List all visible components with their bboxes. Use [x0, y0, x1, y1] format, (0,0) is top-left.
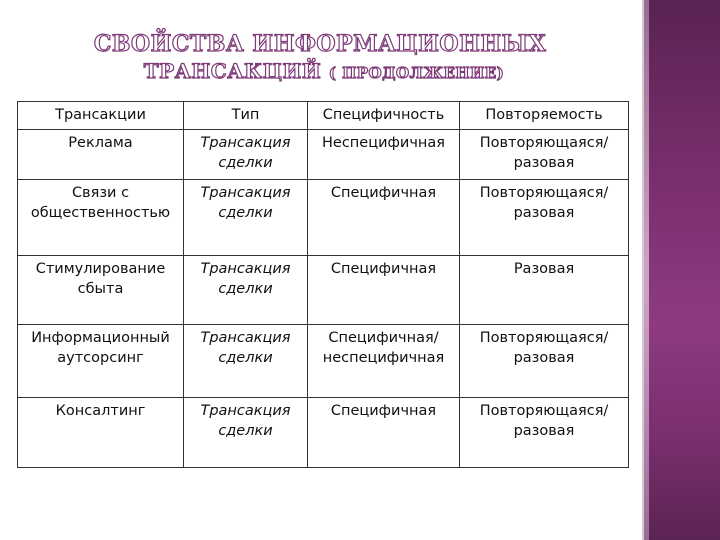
slide-title — [0, 30, 640, 86]
title-line-1: СВОЙСТВА ИНФОРМАЦИОННЫХ — [93, 31, 547, 57]
header-cell-repeatability: Повторяемость — [460, 102, 629, 130]
table-row — [18, 130, 629, 180]
transactions-table — [17, 101, 629, 468]
title-line-2-main: ТРАНСАКЦИЙ — [143, 59, 322, 83]
cell-type: Трансакция сделки — [184, 130, 308, 180]
cell-transaction: Информационный аутсорсинг — [18, 325, 184, 398]
table-row — [18, 256, 629, 325]
table-row — [18, 325, 629, 398]
decorative-side-panel — [642, 0, 720, 540]
cell-specificity: Неспецифичная — [308, 130, 460, 180]
header-cell-transactions: Трансакции — [18, 102, 184, 130]
cell-type: Трансакция сделки — [184, 256, 308, 325]
table-row — [18, 398, 629, 468]
cell-type: Трансакция сделки — [184, 325, 308, 398]
header-cell-type: Тип — [184, 102, 308, 130]
title-line-2 — [0, 58, 640, 86]
cell-transaction: Связи с общественностью — [18, 180, 184, 256]
cell-repeatability: Повторяющаяся/ разовая — [460, 398, 629, 468]
cell-repeatability: Разовая — [460, 256, 629, 325]
cell-transaction: Консалтинг — [18, 398, 184, 468]
header-cell-specificity: Специфичность — [308, 102, 460, 130]
cell-specificity: Специфичная — [308, 256, 460, 325]
cell-specificity: Специфичная — [308, 398, 460, 468]
cell-specificity: Специфичная — [308, 180, 460, 256]
table-row — [18, 180, 629, 256]
cell-specificity: Специфичная/ неспецифичная — [308, 325, 460, 398]
cell-transaction: Стимулирование сбыта — [18, 256, 184, 325]
cell-repeatability: Повторяющаяся/ разовая — [460, 325, 629, 398]
title-line-2-sub: ( ПРОДОЛЖЕНИЕ) — [328, 64, 505, 82]
cell-repeatability: Повторяющаяся/ разовая — [460, 180, 629, 256]
cell-transaction: Реклама — [18, 130, 184, 180]
table-header-row — [18, 102, 629, 130]
cell-type: Трансакция сделки — [184, 398, 308, 468]
cell-repeatability: Повторяющаяся/ разовая — [460, 130, 629, 180]
cell-type: Трансакция сделки — [184, 180, 308, 256]
